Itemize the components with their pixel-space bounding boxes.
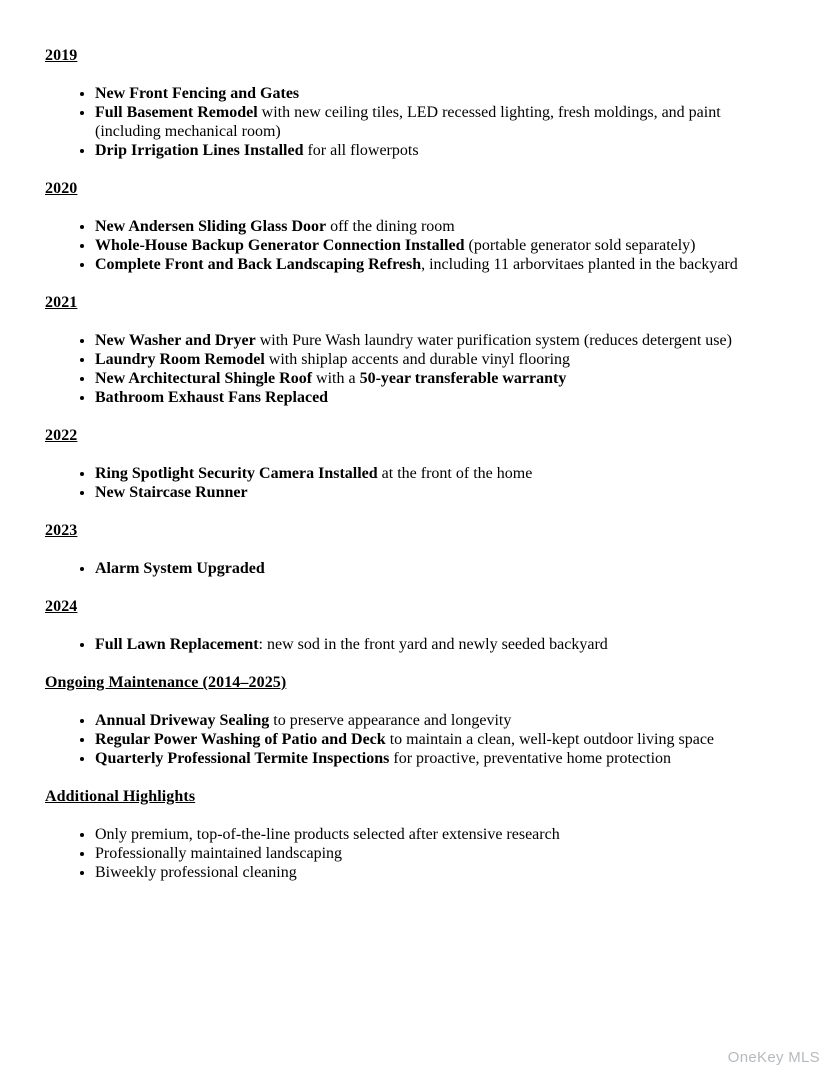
item-text-bold: New Staircase Runner [95,484,248,501]
section-heading: 2024 [45,598,78,615]
section-list [45,84,780,160]
item-text-bold: New Washer and Dryer [95,332,256,349]
section-list [45,464,780,502]
year-section [45,673,780,768]
item-text: with shiplap accents and durable vinyl flooring [264,351,571,368]
list-item [95,217,780,236]
item-text: Biweekly professional cleaning [95,864,297,881]
onekey-mls-watermark: OneKey MLS [727,1049,820,1066]
item-text-bold: Whole-House Backup Generator Connection Installed [95,237,465,254]
list-item [95,483,780,502]
item-text-bold: Regular Power Washing of Patio and Deck [95,731,386,748]
list-item [95,369,780,388]
item-text: with a [312,370,360,387]
list-item [95,103,780,141]
section-heading: 2021 [45,294,78,311]
list-item [95,331,780,350]
section-list [45,559,780,578]
item-text: to preserve appearance and longevity [269,712,512,729]
list-item [95,388,780,407]
year-section [45,597,780,654]
item-text-bold: Ring Spotlight Security Camera Installed [95,465,378,482]
section-heading: 2019 [45,47,78,64]
item-text-bold: Complete Front and Back Landscaping Refresh [95,256,422,273]
list-item [95,464,780,483]
year-section [45,426,780,502]
item-text: with new ceiling tiles, LED recessed lighting, fresh moldings, and paint [257,104,721,121]
item-text-bold: Quarterly Professional Termite Inspections [95,750,390,767]
item-text-bold: New Andersen Sliding Glass Door [95,218,327,235]
list-item [95,863,780,882]
section-list [45,217,780,274]
section-list [45,635,780,654]
year-section [45,293,780,407]
year-section [45,46,780,160]
item-text-bold: Bathroom Exhaust Fans Replaced [95,389,329,406]
section-heading: Ongoing Maintenance (2014–2025) [45,674,287,691]
item-text-bold: Full Basement Remodel [95,104,258,121]
list-item [95,730,780,749]
item-text-bold: New Architectural Shingle Roof [95,370,313,387]
year-section [45,521,780,578]
item-text-bold: Laundry Room Remodel [95,351,265,368]
item-text: with Pure Wash laundry water purification system (reduces detergent use) [255,332,732,349]
section-heading: 2022 [45,427,78,444]
section-list [45,825,780,882]
item-text: Professionally maintained landscaping [95,845,343,862]
list-item [95,236,780,255]
item-text-bold: Full Lawn Replacement [95,636,259,653]
year-section [45,179,780,274]
section-heading: Additional Highlights [45,788,196,805]
list-item [95,825,780,844]
item-text: : new sod in the front yard and newly seeded backyard [258,636,608,653]
list-item [95,255,780,274]
list-item [95,844,780,863]
item-text-bold: Alarm System Upgraded [95,560,265,577]
section-list [45,331,780,407]
document-body [45,46,780,882]
list-item [95,635,780,654]
item-text: (portable generator sold separately) [464,237,696,254]
item-text: (including mechanical room) [95,123,281,140]
list-item [95,749,780,768]
list-item [95,350,780,369]
item-text: Only premium, top-of-the-line products selected after extensive research [95,826,560,843]
item-text-bold: 50-year transferable warranty [359,370,567,387]
item-text-bold: Annual Driveway Sealing [95,712,270,729]
list-item [95,559,780,578]
section-list [45,711,780,768]
list-item [95,141,780,160]
list-item [95,711,780,730]
section-heading: 2020 [45,180,78,197]
item-text: at the front of the home [377,465,533,482]
item-text: , including 11 arborvitaes planted in the backyard [421,256,738,273]
item-text-bold: Drip Irrigation Lines Installed [95,142,304,159]
item-text: off the dining room [326,218,455,235]
item-text-bold: New Front Fencing and Gates [95,85,300,102]
item-text: for proactive, preventative home protection [389,750,672,767]
section-heading: 2023 [45,522,78,539]
item-text: to maintain a clean, well-kept outdoor living space [385,731,715,748]
year-section [45,787,780,882]
item-text: for all flowerpots [303,142,419,159]
list-item [95,84,780,103]
